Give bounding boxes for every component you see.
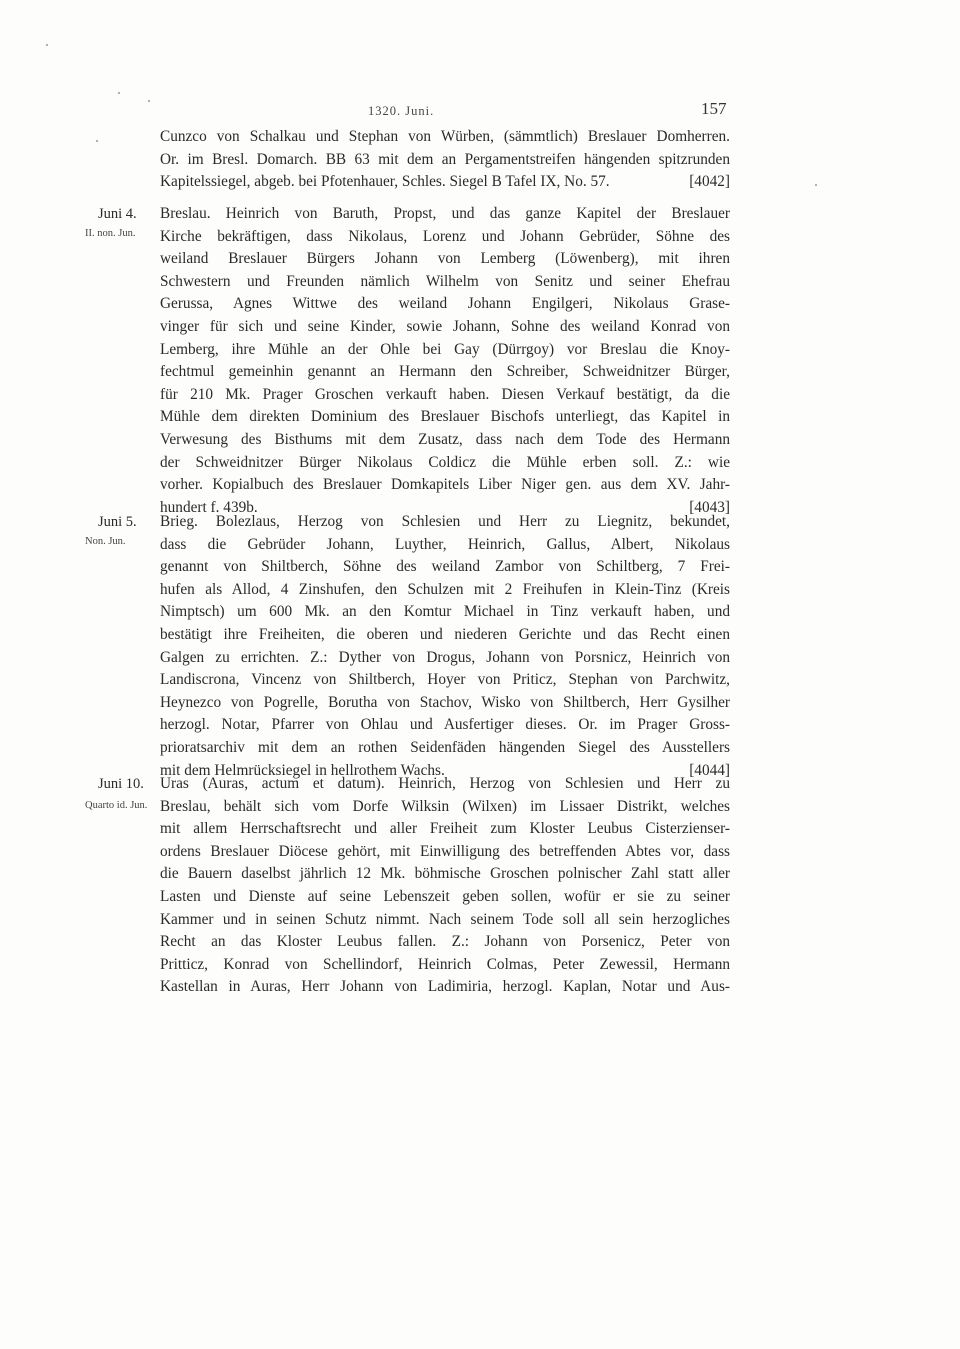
text-line: Kapitelssiegel, abgeb. bei Pfotenhauer, Schles. Siegel B Tafel IX, No. 57. [160, 173, 610, 191]
text-line: Schwestern und Freunden nämlich Wilhelm von Senitz und seiner Ehefrau [160, 272, 730, 290]
text-line: Breslau. Heinrich von Baruth, Propst, und das ganze Kapitel der Breslauer [160, 205, 730, 222]
text-line: hufen als Allod, 4 Zinshufen, den Schulzen mit 2 Freihufen in Klein-Tinz (Kreis [160, 580, 730, 598]
margin-date: Juni 4. [98, 206, 137, 222]
text-line: mit dem Helmrücksiegel in hellrothem Wachs. [160, 761, 445, 779]
text-line: Lasten und Dienste auf seine Lebenszeit geben sollen, wofür er sie zu seiner [160, 887, 730, 905]
margin-roman-date: Non. Jun. [85, 536, 126, 547]
margin-date: Juni 10. [98, 776, 144, 792]
entry-reference: [4043] [689, 498, 730, 516]
scan-speck [46, 44, 48, 46]
text-line: Breslau, behält sich vom Dorfe Wilksin (Wilxen) im Lissaer Distrikt, welches [160, 797, 730, 815]
text-line: die Bauern daselbst jährlich 12 Mk. böhmische Groschen polnischer Zahl statt aller [160, 865, 730, 883]
running-title: 1320. Juni. [368, 104, 435, 118]
text-line: Gerussa, Agnes Wittwe des weiland Johann Engilgeri, Nikolaus Grase- [160, 295, 730, 313]
text-line: Landiscrona, Vincenz von Shiltberch, Hoyer von Priticz, Stephan von Parchwitz, [160, 671, 730, 689]
text-line: Kammer und in seinen Schutz nimmt. Nach seinem Tode soll all sein herzogliches [160, 910, 730, 928]
text-line: Kastellan in Auras, Herr Johann von Ladimiria, herzogl. Kaplan, Notar und Aus- [160, 978, 730, 996]
text-line: Heynezco von Pogrelle, Borutha von Stachov, Wisko von Shiltberch, Herr Gysilher [160, 693, 730, 711]
scan-speck [148, 100, 150, 102]
text-line: Mühle dem direkten Dominium des Breslauer Bischofs unterliegt, das Kapitel in [160, 408, 730, 426]
text-line: Recht an das Kloster Leubus fallen. Z.: Johann von Porsenicz, Peter von [160, 933, 730, 951]
text-line: weiland Breslauer Bürgers Johann von Lemberg (Löwenberg), mit ihren [160, 250, 730, 268]
margin-date: Juni 5. [98, 514, 137, 530]
text-line: dass die Gebrüder Johann, Luyther, Heinrich, Gallus, Albert, Nikolaus [160, 535, 730, 553]
text-line: Galgen zu errichten. Z.: Dyther von Drogus, Johann von Porsnicz, Heinrich von [160, 648, 730, 666]
text-line: genannt von Shiltberch, Söhne des weiland Zambor von Schiltberg, 7 Frei- [160, 558, 730, 576]
text-line: ordens Breslauer Diöcese gehört, mit Einwilligung des betreffenden Abtes vor, dass [160, 842, 730, 860]
text-line: herzogl. Notar, Pfarrer von Ohlau und Ausfertiger dieses. Or. im Prager Gross- [160, 716, 730, 734]
margin-roman-date: Quarto id. Jun. [85, 800, 148, 811]
text-line-last [160, 171, 730, 194]
entry-text [160, 773, 730, 999]
text-line: Lemberg, ihre Mühle an der Ohle bei Gay (Dürrgoy) vor Breslau die Knoy- [160, 340, 730, 358]
text-line: Kirche bekräftigen, dass Nikolaus, Lorenz und Johann Gebrüder, Söhne des [160, 227, 730, 245]
scan-speck [96, 140, 98, 142]
entry-text [160, 203, 730, 519]
text-line: für 210 Mk. Prager Groschen verkauft haben. Diesen Verkauf bestätigt, da die [160, 385, 730, 403]
text-line: Brieg. Bolezlaus, Herzog von Schlesien und Herr zu Liegnitz, bekundet, [160, 513, 730, 530]
entry-reference: [4044] [689, 761, 730, 779]
text-line: hundert f. 439b. [160, 498, 258, 516]
text-line: Nimptsch) um 600 Mk. an den Komtur Michael in Tinz verkauft haben, und [160, 603, 730, 621]
text-line: vinger für sich und seine Kinder, sowie Johann, Sohne des weiland Konrad von [160, 317, 730, 335]
text-line: prioratsarchiv mit dem an rothen Seidenfäden hängenden Siegel des Ausstellers [160, 738, 730, 756]
text-line: vorher. Kopialbuch des Breslauer Domkapitels Liber Niger gen. aus dem XV. Jahr- [160, 476, 730, 494]
entry-text [160, 511, 730, 782]
text-line: fechtmul gemeinhin genannt an Hermann den Schreiber, Schweidnitzer Bürger, [160, 363, 730, 381]
text-line: der Schweidnitzer Bürger Nikolaus Coldicz die Mühle erben soll. Z.: wie [160, 453, 730, 471]
entry-reference: [4042] [689, 173, 730, 191]
text-line: bestätigt ihre Freiheiten, die oberen und niederen Gerichte und das Recht einen [160, 625, 730, 643]
text-line: Pritticz, Konrad von Schellindorf, Heinrich Colmas, Peter Zewessil, Hermann [160, 955, 730, 973]
text-line: Uras (Auras, actum et datum). Heinrich, Herzog von Schlesien und Herr zu [160, 775, 730, 792]
margin-roman-date: II. non. Jun. [85, 228, 136, 239]
text-line: Verwesung des Bisthums mit dem Zusatz, dass nach dem Tode des Hermann [160, 430, 730, 448]
text-line: Cunzco von Schalkau und Stephan von Würben, (sämmtlich) Breslauer Domherren. [160, 128, 730, 145]
scan-speck [118, 92, 120, 94]
page-number: 157 [701, 99, 727, 118]
entry-text [160, 126, 730, 194]
scan-speck [815, 184, 817, 186]
text-line: mit allem Herrschaftsrecht und aller Freiheit zum Kloster Leubus Cisterzienser- [160, 820, 730, 838]
text-line: Or. im Bresl. Domarch. BB 63 mit dem an Pergamentstreifen hängenden spitzrunden [160, 150, 730, 168]
